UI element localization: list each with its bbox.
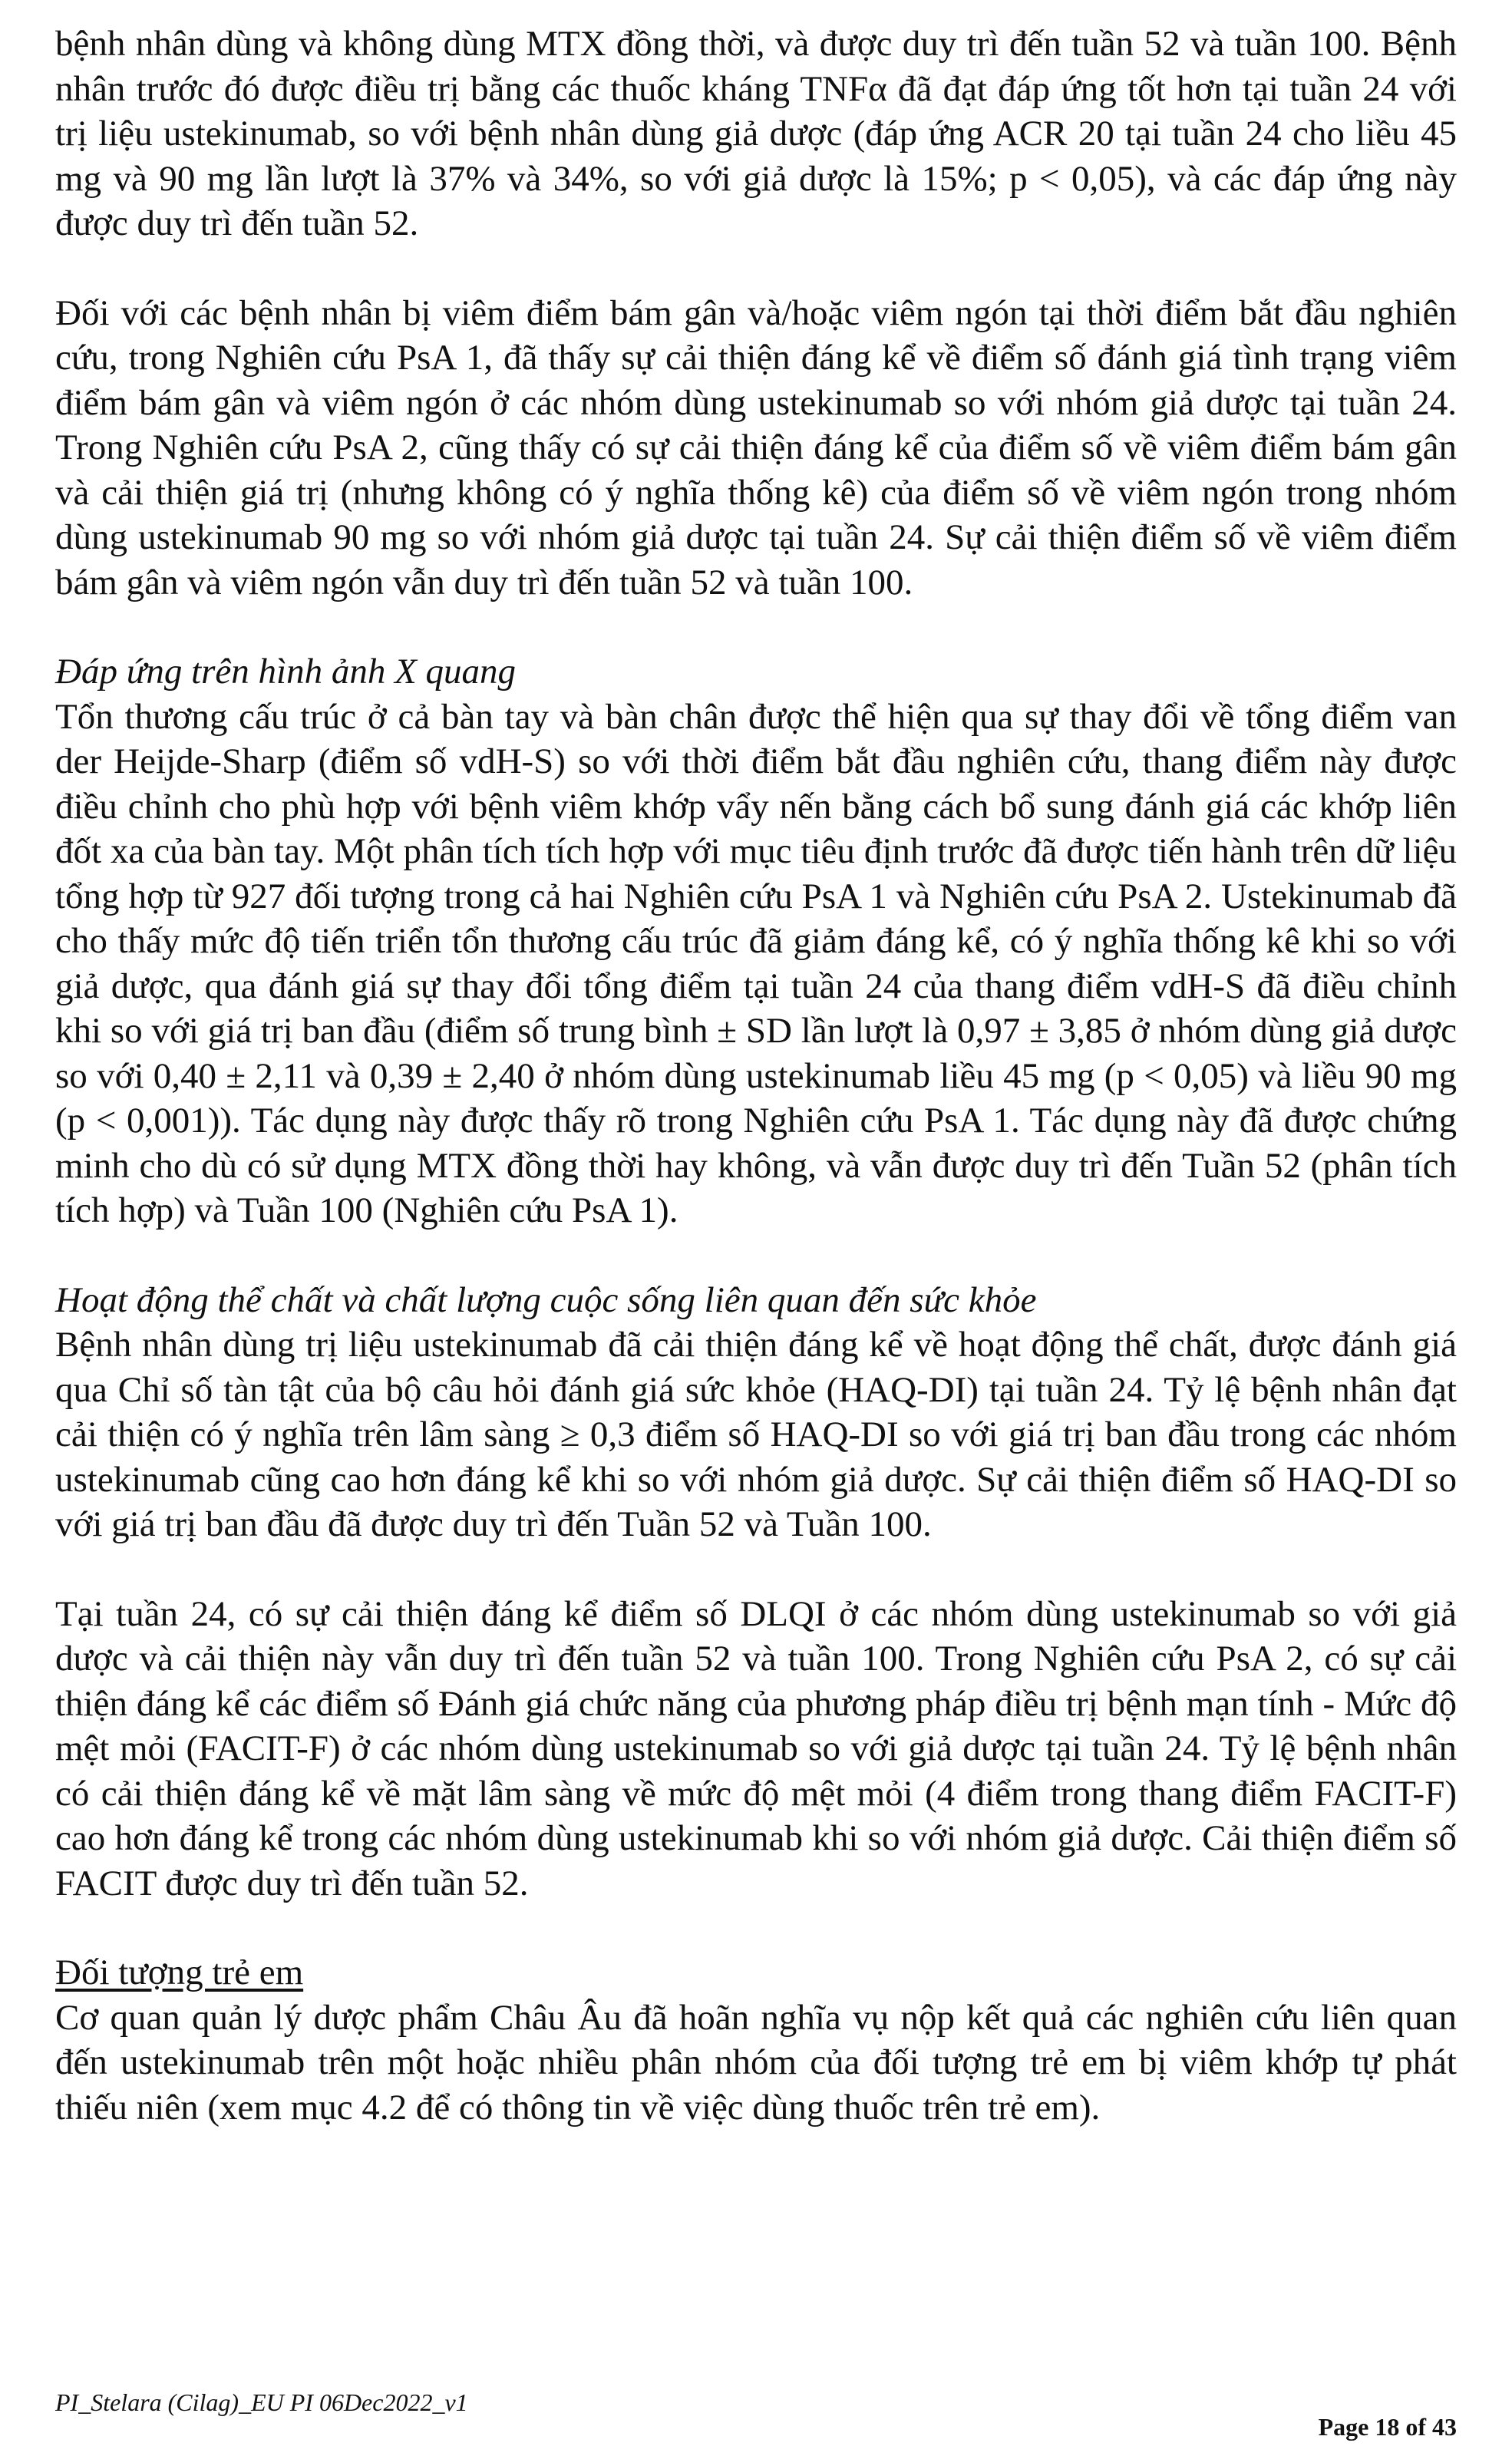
paragraph-dlqi-facit: Tại tuần 24, có sự cải thiện đáng kể điểm số DLQI ở các nhóm dùng ustekinumab so với giả dược và cải thiện này vẫn duy trì đến tuần 52 và tuần 100. Trong Nghiên cứu PsA 2, có sự cải thiện đáng kể các điểm số Đánh giá chức năng của phương pháp điều trị bệnh mạn tính - Mức độ mệt mỏi (FACIT-F) ở các nhóm dùng ustekinumab so với giả dược tại tuần 24. Tỷ lệ bệnh nhân có cải thiện đáng kể về mặt lâm sàng về mức độ mệt mỏi (4 điểm trong thang điểm FACIT-F) cao hơn đáng kể trong các nhóm dùng ustekinumab khi so với nhóm giả dược. Cải thiện điểm số FACIT được duy trì đến tuần 52. (55, 1593, 1457, 1903)
footer-document-id: PI_Stelara (Cilag)_EU PI 06Dec2022_v1 (55, 2388, 468, 2416)
paragraph-enthesitis-dactylitis: Đối với các bệnh nhân bị viêm điểm bám gân và/hoặc viêm ngón tại thời điểm bắt đầu nghiên cứu, trong Nghiên cứu PsA 1, đã thấy sự cải thiện đáng kể về điểm số đánh giá tình trạng viêm điểm bám gân và viêm ngón ở các nhóm dùng ustekinumab so với nhóm giả dược tại tuần 24. Trong Nghiên cứu PsA 2, cũng thấy có sự cải thiện đáng kể của điểm số về viêm điểm bám gân và cải thiện giá trị (nhưng không có ý nghĩa thống kê) của điểm số về viêm ngón trong nhóm dùng ustekinumab 90 mg so với nhóm giả dược tại tuần 24. Sự cải thiện điểm số về viêm điểm bám gân và viêm ngón vẫn duy trì đến tuần 52 và tuần 100. (55, 292, 1457, 602)
paragraph-xray-response: Tổn thương cấu trúc ở cả bàn tay và bàn chân được thể hiện qua sự thay đổi về tổng điểm van der Heijde-Sharp (điểm số vdH-S) so với thời điểm bắt đầu nghiên cứu, thang điểm này được điều chỉnh cho phù hợp với bệnh viêm khớp vẩy nến bằng cách bổ sung đánh giá các khớp liên đốt xa của bàn tay. Một phân tích tích hợp với mục tiêu định trước đã được tiến hành trên dữ liệu tổng hợp từ 927 đối tượng trong cả hai Nghiên cứu PsA 1 và Nghiên cứu PsA 2. Ustekinumab đã cho thấy mức độ tiến triển tổn thương cấu trúc đã giảm đáng kể, có ý nghĩa thống kê khi so với giả dược, qua đánh giá sự thay đổi tổng điểm tại tuần 24 của thang điểm vdH-S đã điều chỉnh khi so với giá trị ban đầu (điểm số trung bình ± SD lần lượt là 0,97 ± 3,85 ở nhóm dùng giả dược so với 0,40 ± 2,11 và 0,39 ± 2,40 ở nhóm dùng ustekinumab liều 45 mg (p < 0,05) và liều 90 mg (p < 0,001)). Tác dụng này được thấy rõ trong Nghiên cứu PsA 1. Tác dụng này đã được chứng minh cho dù có sử dụng MTX đồng thời hay không, và vẫn được duy trì đến Tuần 52 (phân tích tích hợp) và Tuần 100 (Nghiên cứu PsA 1). (55, 696, 1457, 1230)
heading-pediatric-population: Đối tượng trẻ em (55, 1953, 304, 1992)
paragraph-pediatric: Cơ quan quản lý dược phẩm Châu Âu đã hoãn nghĩa vụ nộp kết quả các nghiên cứu liên quan đến ustekinumab trên một hoặc nhiều phân nhóm của đối tượng trẻ em bị viêm khớp tự phát thiếu niên (xem mục 4.2 để có thông tin về việc dùng thuốc trên trẻ em). (55, 1997, 1457, 2128)
heading-physical-function: Hoạt động thể chất và chất lượng cuộc sống liên quan đến sức khỏe (55, 1279, 1037, 1320)
footer-page-number: Page 18 of 43 (1318, 2413, 1457, 2441)
heading-xray-response: Đáp ứng trên hình ảnh X quang (55, 652, 517, 692)
document-page (55, 21, 1457, 2130)
paragraph-haq-di: Bệnh nhân dùng trị liệu ustekinumab đã cải thiện đáng kể về hoạt động thể chất, được đánh giá qua Chỉ số tàn tật của bộ câu hỏi đánh giá sức khỏe (HAQ-DI) tại tuần 24. Tỷ lệ bệnh nhân đạt cải thiện có ý nghĩa trên lâm sàng ≥ 0,3 điểm số HAQ-DI so với giá trị ban đầu trong các nhóm ustekinumab cũng cao hơn đáng kể khi so với nhóm giả dược. Sự cải thiện điểm số HAQ-DI so với giá trị ban đầu đã được duy trì đến Tuần 52 và Tuần 100. (55, 1325, 1457, 1544)
paragraph-acr-response: bệnh nhân dùng và không dùng MTX đồng thời, và được duy trì đến tuần 52 và tuần 100. Bệnh nhân trước đó được điều trị bằng các thuốc kháng TNFα đã đạt đáp ứng tốt hơn tại tuần 24 với trị liệu ustekinumab, so với bệnh nhân dùng giả dược (đáp ứng ACR 20 tại tuần 24 cho liều 45 mg và 90 mg lần lượt là 37% và 34%, so với giả dược là 15%; p < 0,05), và các đáp ứng này được duy trì đến tuần 52. (55, 24, 1457, 243)
